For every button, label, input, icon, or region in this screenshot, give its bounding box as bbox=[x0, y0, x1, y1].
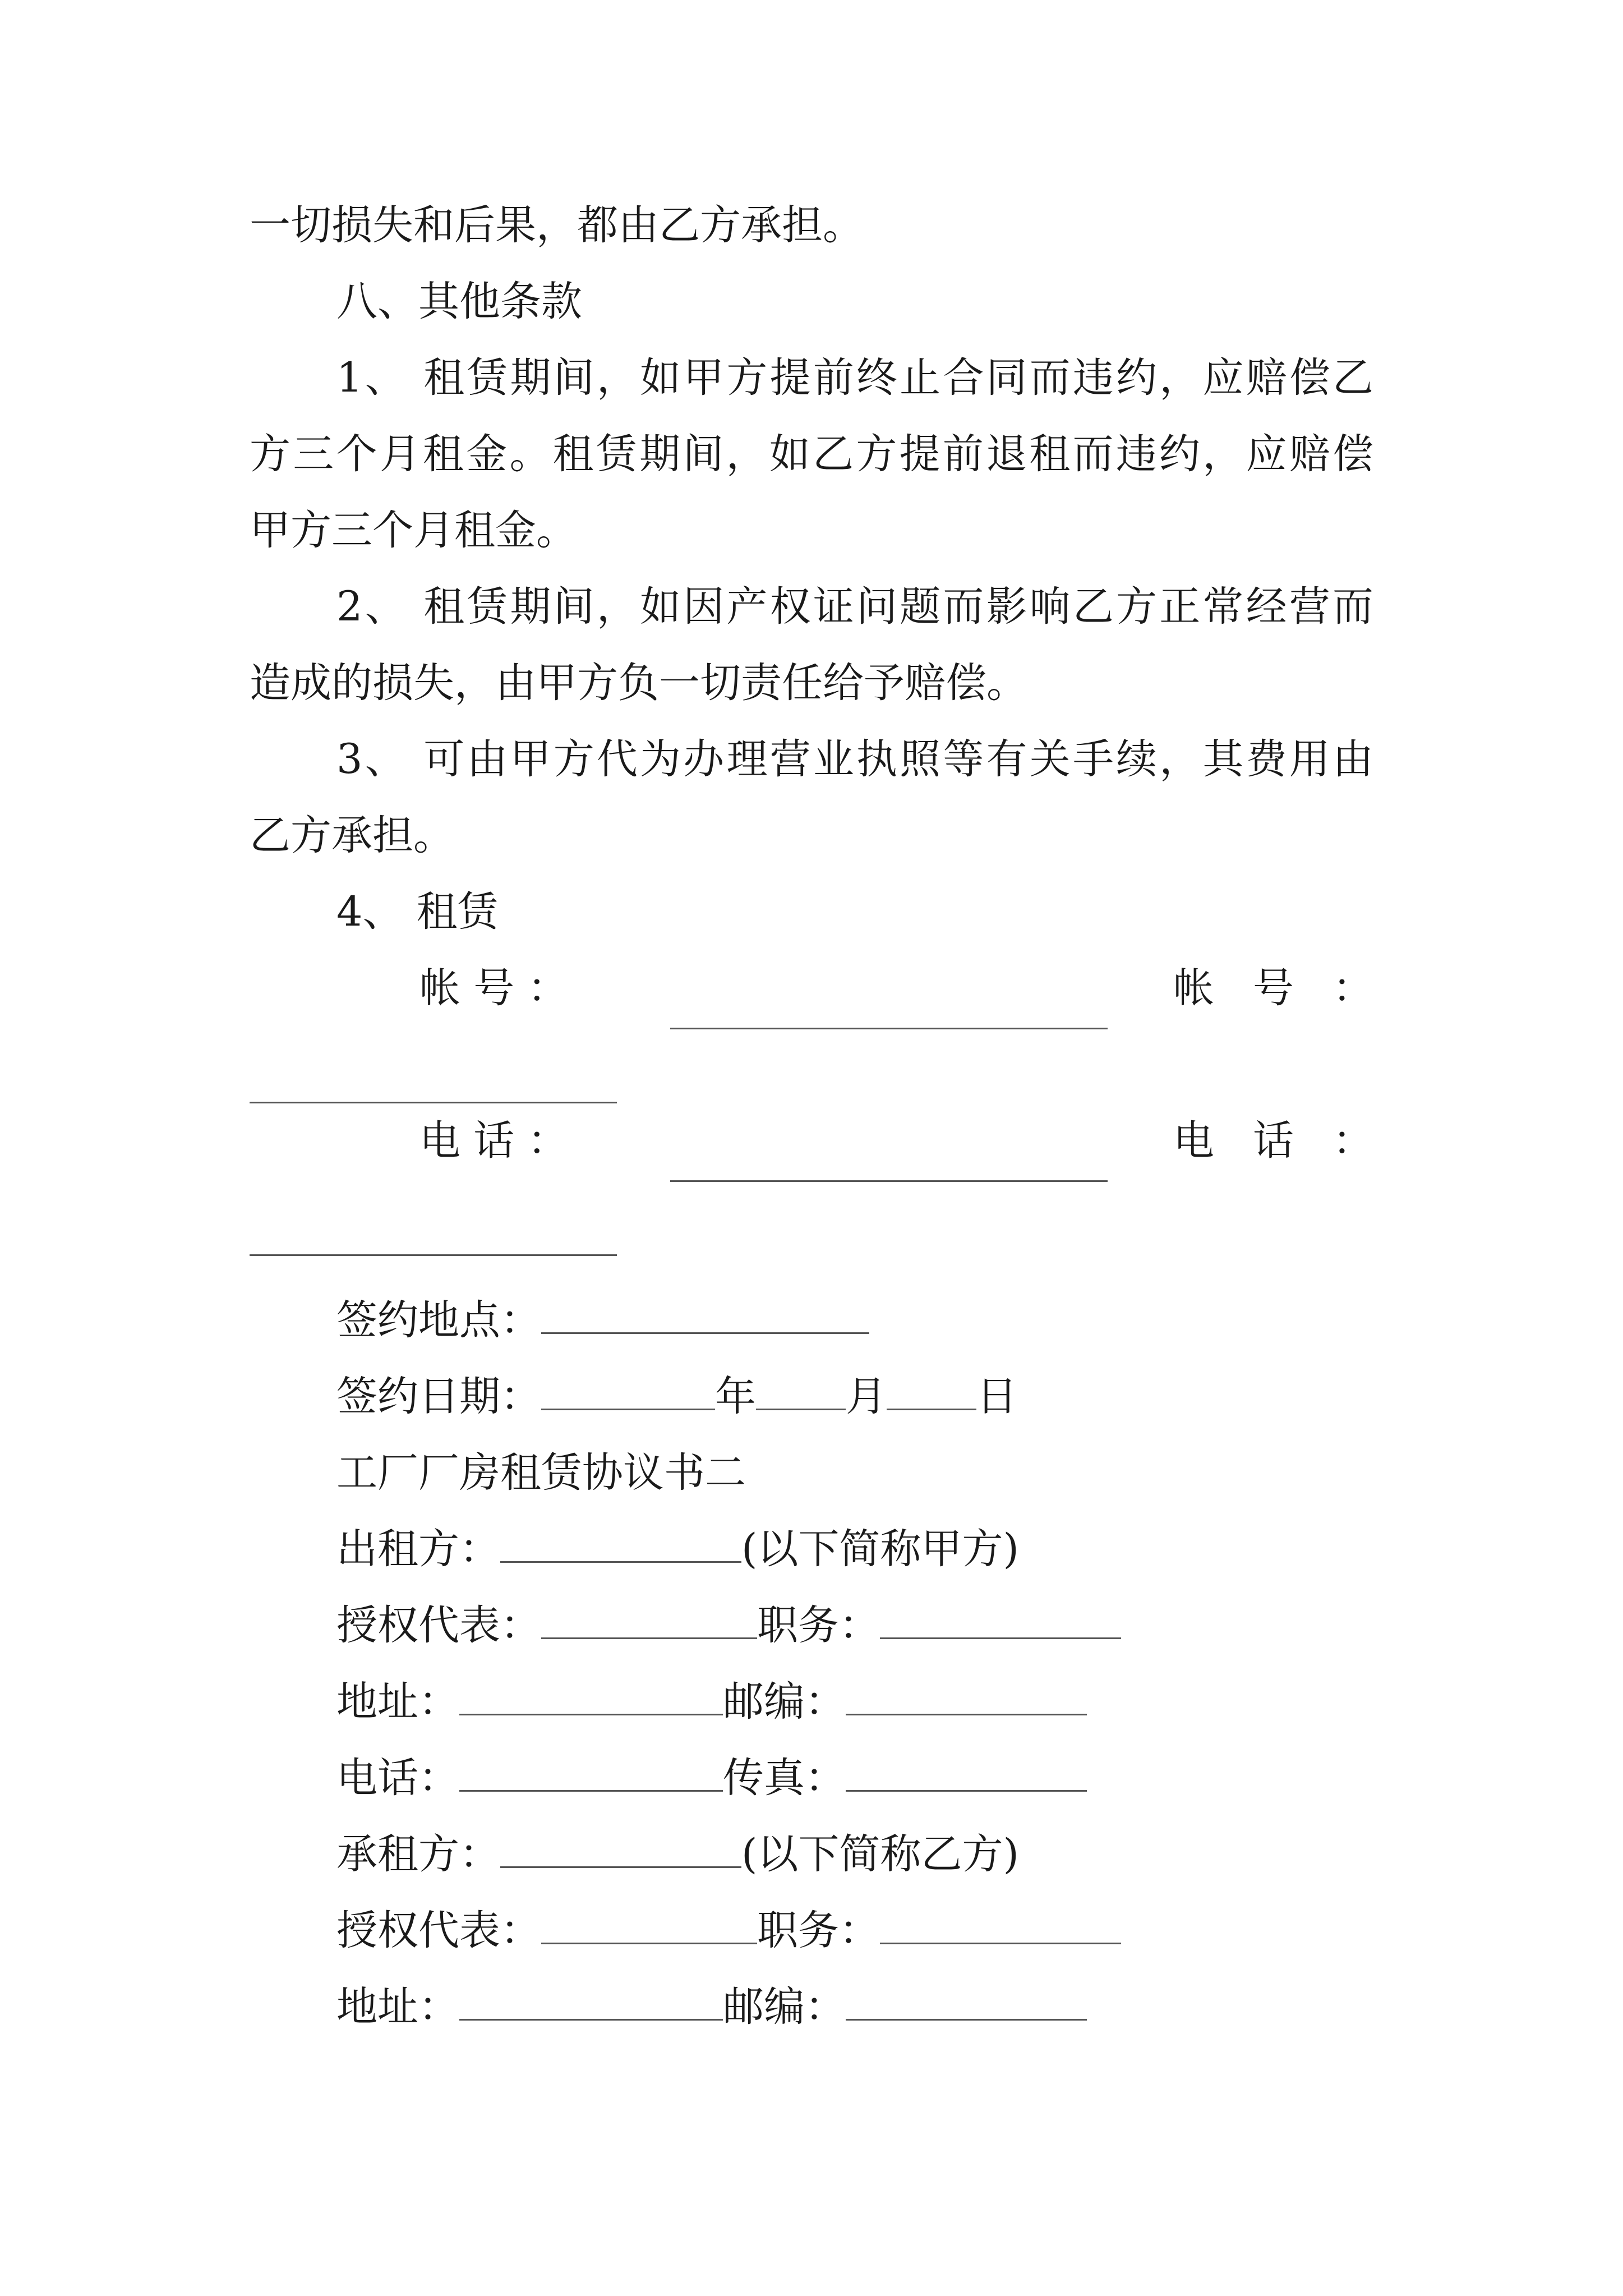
signing-place-field[interactable] bbox=[541, 1293, 869, 1334]
clause-2-line-1: 2、 租赁期间，如因产权证问题而影响乙方正常经营而 bbox=[336, 583, 1373, 631]
signing-date-row bbox=[336, 1369, 1373, 1425]
rep2-field[interactable] bbox=[541, 1903, 757, 1944]
lessor-address-row bbox=[336, 1674, 1373, 1730]
position2-field[interactable] bbox=[880, 1903, 1121, 1944]
postcode-label: 邮编： bbox=[723, 1678, 846, 1726]
fax-label: 传真： bbox=[723, 1754, 846, 1802]
phone-field-left[interactable] bbox=[670, 1180, 1108, 1182]
rep-field[interactable] bbox=[541, 1598, 757, 1639]
clause-4-line-1: 4、 租赁 bbox=[336, 888, 499, 936]
signing-place-row bbox=[336, 1292, 1373, 1349]
fax-field[interactable] bbox=[846, 1751, 1087, 1792]
account-field-right[interactable] bbox=[250, 1102, 617, 1103]
second-agreement-title: 工厂厂房租赁协议书二 bbox=[336, 1449, 746, 1497]
address2-field[interactable] bbox=[459, 1980, 723, 2021]
lessee-label: 承租方： bbox=[336, 1830, 500, 1878]
postcode2-label: 邮编： bbox=[723, 1983, 846, 2031]
position-label: 职务： bbox=[757, 1602, 880, 1649]
phone-label-right: 电 话 ： bbox=[1173, 1117, 1373, 1165]
lessor-row bbox=[336, 1521, 1373, 1577]
account-field-left[interactable] bbox=[670, 1028, 1108, 1029]
rep-label: 授权代表： bbox=[336, 1602, 541, 1649]
clause-2-line-2: 造成的损失，由甲方负一切责任给予赔偿。 bbox=[250, 659, 1027, 707]
clause-1-line-2: 方三个月租金。租赁期间，如乙方提前退租而违约，应赔偿 bbox=[250, 430, 1373, 478]
clause-3-line-2: 乙方承担。 bbox=[250, 812, 454, 859]
phone-field-right[interactable] bbox=[250, 1254, 617, 1256]
lessor-field[interactable] bbox=[500, 1522, 741, 1563]
signing-place-label: 签约地点： bbox=[336, 1296, 541, 1344]
lessee-note: (以下简称乙方) bbox=[741, 1830, 1019, 1878]
lessor-rep-row bbox=[336, 1598, 1373, 1654]
postcode-field[interactable] bbox=[846, 1674, 1087, 1715]
section-heading-other-terms: 八、其他条款 bbox=[336, 278, 582, 325]
signing-month-field[interactable] bbox=[756, 1369, 846, 1410]
account-label-left: 帐 号 ： bbox=[419, 964, 569, 1012]
lessee-rep-row bbox=[336, 1903, 1373, 1959]
signing-date-label: 签约日期： bbox=[336, 1373, 541, 1420]
position-field[interactable] bbox=[880, 1598, 1121, 1639]
address-label: 地址： bbox=[336, 1678, 459, 1726]
lessee-address-row bbox=[336, 1979, 1373, 2035]
phone-label: 电话： bbox=[336, 1754, 459, 1802]
address-field[interactable] bbox=[459, 1674, 723, 1715]
position2-label: 职务： bbox=[757, 1907, 880, 1954]
signing-year-field[interactable] bbox=[541, 1369, 715, 1410]
lessee-row bbox=[336, 1826, 1373, 1883]
clause-1-line-1: 1、 租赁期间，如甲方提前终止合同而违约，应赔偿乙 bbox=[336, 354, 1373, 402]
lessor-note: (以下简称甲方) bbox=[741, 1525, 1019, 1573]
phone-field[interactable] bbox=[459, 1751, 723, 1792]
postcode2-field[interactable] bbox=[846, 1980, 1087, 2021]
clause-1-line-3: 甲方三个月租金。 bbox=[250, 507, 577, 554]
account-label-right: 帐 号 ： bbox=[1173, 964, 1373, 1012]
lessee-field[interactable] bbox=[500, 1827, 741, 1868]
body-line-1: 一切损失和后果，都由乙方承担。 bbox=[250, 201, 864, 249]
phone-label-left: 电 话 ： bbox=[419, 1117, 569, 1165]
lessor-label: 出租方： bbox=[336, 1525, 500, 1573]
rep2-label: 授权代表： bbox=[336, 1907, 541, 1954]
lessor-phone-row bbox=[336, 1750, 1373, 1806]
address2-label: 地址： bbox=[336, 1983, 459, 2031]
signing-day-field[interactable] bbox=[887, 1369, 976, 1410]
clause-3-line-1: 3、 可由甲方代为办理营业执照等有关手续，其费用由 bbox=[336, 735, 1373, 783]
month-label: 月 bbox=[846, 1373, 887, 1420]
year-label: 年 bbox=[715, 1373, 756, 1420]
day-label: 日 bbox=[976, 1373, 1017, 1420]
